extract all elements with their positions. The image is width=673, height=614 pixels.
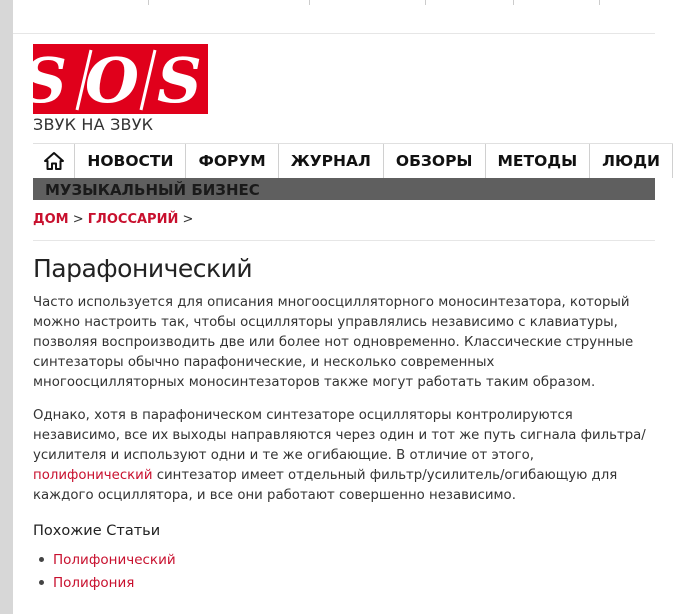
nav-item-techniques[interactable]: МЕТОДЫ: [486, 144, 591, 178]
logo-text: SOS: [22, 44, 220, 117]
related-articles-list: [33, 548, 176, 594]
article-paragraph-1: Часто используется для описания многоосцилляторного моносинтезатора, который можно настроить так, чтобы осцилляторы управлялись независимо с клавиатуры, позволяя воспроизводить две или более нот одновременно. Классические струнные синтезаторы обычно парафонические, и несколько современных многоосцилляторных моносинтезаторов также могут работать таким образом.: [33, 295, 634, 390]
article-body: [33, 293, 648, 519]
top-menu-dividers: [13, 0, 655, 5]
breadcrumb-separator: >: [72, 212, 84, 227]
paragraph-text: Однако, хотя в парафоническом синтезаторе осцилляторы контролируются независимо, все их выходы направляются через один и тот же путь сигнала фильтра/усилителя и используют одни и те же огибающие. В отличие от этого,: [33, 408, 646, 463]
related-articles-title: Похожие Статьи: [33, 523, 161, 539]
bullet-icon: [39, 557, 44, 562]
nav-item-music-business[interactable]: МУЗЫКАЛЬНЫЙ БИЗНЕС: [45, 181, 260, 199]
sos-logo[interactable]: [22, 44, 220, 117]
logo-tagline: ЗВУК НА ЗВУК: [33, 115, 154, 134]
list-item: [33, 571, 176, 594]
left-gutter: [0, 0, 13, 614]
nav-item-people[interactable]: ЛЮДИ: [590, 144, 673, 178]
article-paragraph-2: [33, 406, 648, 506]
related-link-polyphonic[interactable]: Полифонический: [53, 551, 176, 568]
bullet-icon: [39, 580, 44, 585]
list-item: [33, 548, 176, 571]
nav-home[interactable]: [33, 144, 75, 178]
nav-item-reviews[interactable]: ОБЗОРЫ: [384, 144, 486, 178]
breadcrumb-glossary-link[interactable]: ГЛОССАРИЙ: [87, 212, 179, 227]
nav-item-forum[interactable]: ФОРУМ: [186, 144, 278, 178]
home-icon[interactable]: [44, 152, 64, 170]
header-rule: [13, 33, 655, 34]
nav-item-magazine[interactable]: ЖУРНАЛ: [279, 144, 384, 178]
polyphonic-link[interactable]: полифонический: [33, 468, 153, 483]
nav-item-news[interactable]: НОВОСТИ: [75, 144, 186, 178]
main-navigation: [33, 143, 673, 178]
paragraph-text: синтезатор имеет отдельный фильтр/усилитель/огибающую для каждого осциллятора, и все они работают совершенно независимо.: [33, 468, 618, 503]
breadcrumb-home-link[interactable]: ДОМ: [33, 212, 69, 227]
related-link-polyphony[interactable]: Полифония: [53, 574, 135, 591]
secondary-navigation: [33, 178, 655, 200]
page-title: Парафонический: [33, 254, 253, 283]
breadcrumb: [33, 212, 193, 227]
breadcrumb-separator: >: [182, 212, 194, 227]
breadcrumb-rule: [33, 240, 655, 241]
